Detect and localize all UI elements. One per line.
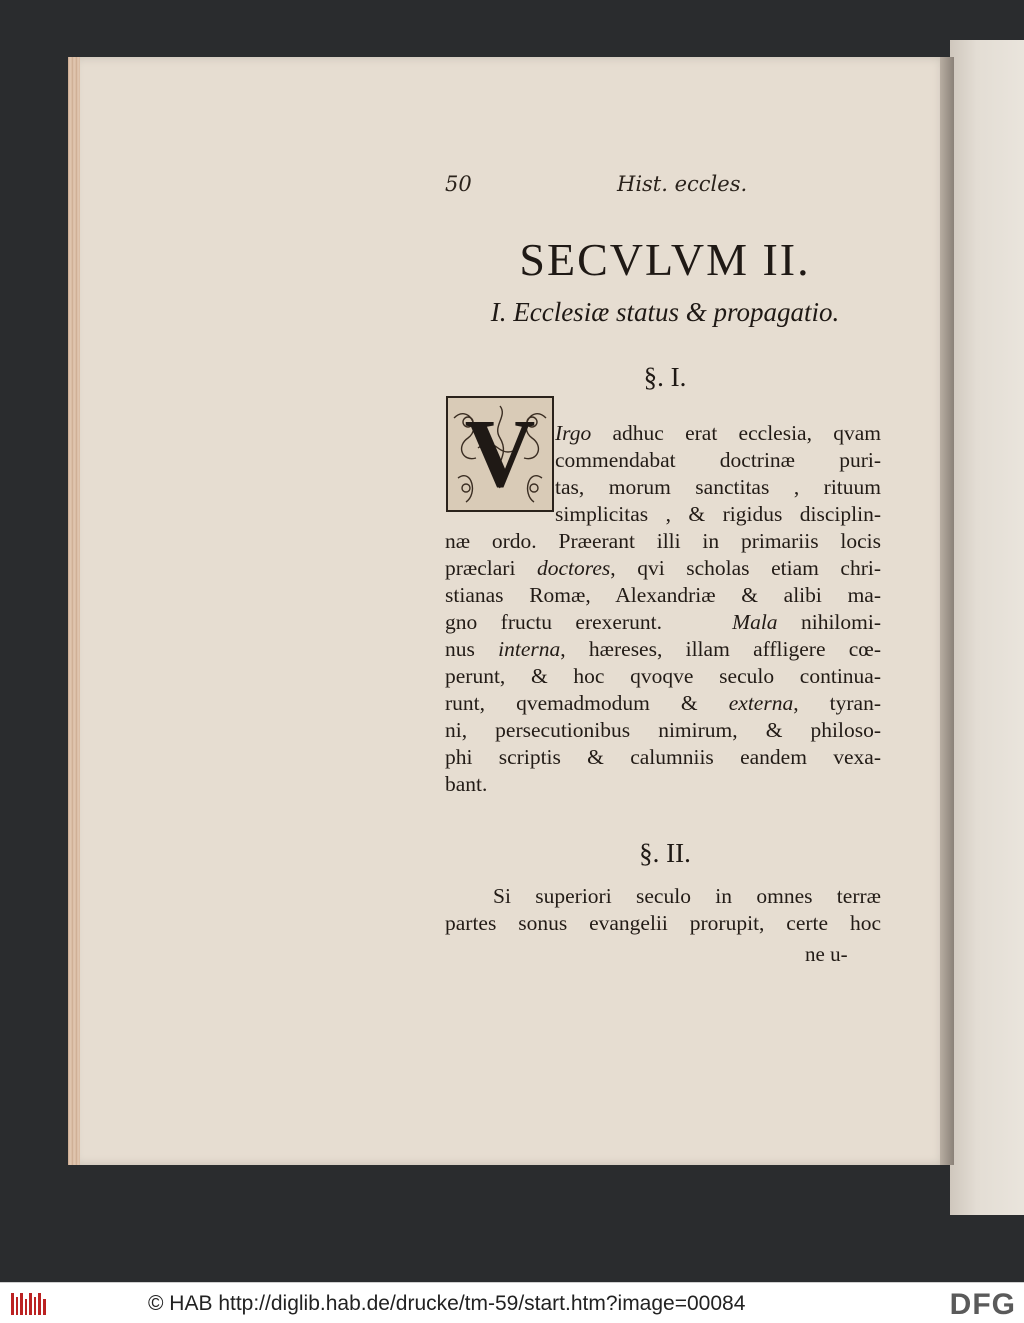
italic-word: doctores	[537, 556, 611, 580]
text-line: ni, persecutionibus nimirum, & philoso-	[445, 718, 881, 742]
text-line: nus interna, hæreses, illam affligere cœ-	[445, 637, 881, 661]
text-line: perunt, & hoc qvoqve seculo continua-	[445, 664, 881, 688]
section-heading-1: §. I.	[643, 362, 687, 392]
viewer-footer	[0, 1282, 1024, 1323]
text-line: runt, qvemadmodum & externa, tyran-	[445, 691, 881, 715]
chapter-subtitle: I. Ecclesiæ status & propagatio.	[490, 297, 840, 327]
text-line: Irgo adhuc erat ecclesia, qvam	[555, 421, 881, 445]
text-line: phi scriptis & calumniis eandem vexa-	[445, 745, 881, 769]
copyright-url[interactable]: © HAB http://diglib.hab.de/drucke/tm-59/start.htm?image=00084	[148, 1292, 746, 1315]
text-line: præclari doctores, qvi scholas etiam chri-	[445, 556, 881, 580]
text-line: stianas Romæ, Alexandriæ & alibi ma-	[445, 583, 881, 607]
italic-word: interna	[498, 637, 561, 661]
text-line: bant.	[445, 772, 488, 796]
italic-word: Irgo	[555, 421, 592, 445]
adjacent-page	[950, 40, 1024, 1215]
section-heading-2: §. II.	[639, 838, 691, 868]
text-line: gno fructu erexerunt. Mala nihilomi-	[445, 610, 881, 634]
ornamental-initial	[446, 396, 554, 512]
italic-word: externa	[728, 691, 794, 715]
text-line: commendabat doctrinæ puri-	[555, 448, 881, 472]
chapter-title: SECVLVM II.	[519, 234, 811, 285]
hab-logo-icon	[10, 1291, 48, 1317]
page-number: 50	[445, 172, 472, 196]
text-line: simplicitas , & rigidus disciplin-	[555, 502, 881, 526]
running-head: Hist. eccles.	[617, 172, 748, 196]
dropcap-letter: V	[464, 400, 536, 508]
text-line: partes sonus evangelii prorupit, certe hoc	[445, 911, 881, 935]
page-header	[445, 172, 885, 202]
page-gutter	[940, 57, 954, 1165]
italic-word: Mala	[732, 610, 778, 634]
catchword: ne u-	[805, 942, 848, 966]
text-line: Si superiori seculo in omnes terræ	[493, 884, 881, 908]
dfg-logo: DFG	[949, 1288, 1016, 1321]
text-line: næ ordo. Præerant illi in primariis locis	[445, 529, 881, 553]
text-line: tas, morum sanctitas , rituum	[555, 475, 881, 499]
